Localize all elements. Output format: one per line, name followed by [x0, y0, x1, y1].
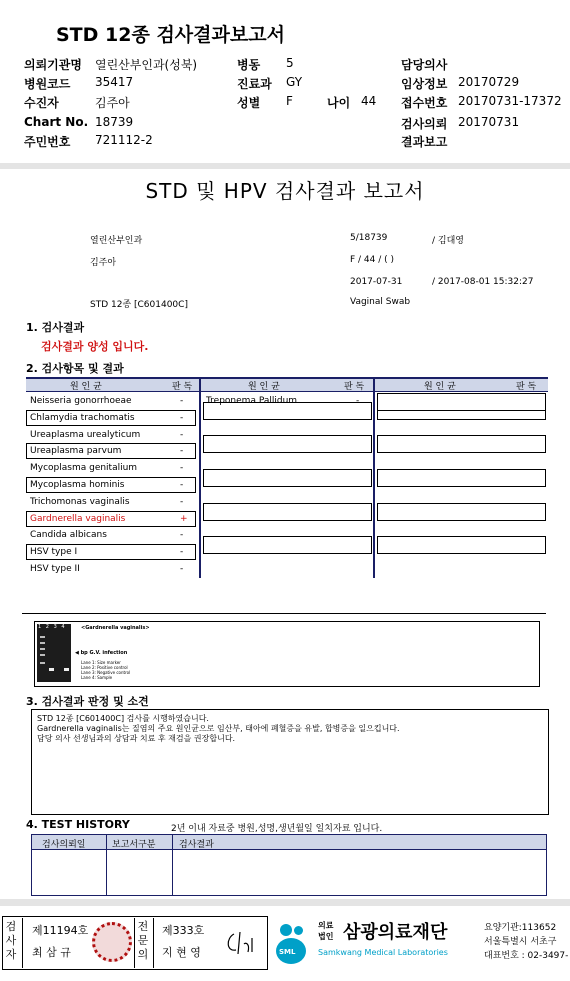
value-institution: 열린산부인과(성북)	[95, 58, 198, 72]
pathogen-name: Ureaplasma urealyticum	[30, 430, 141, 440]
org-english: Samkwang Medical Laboratories	[318, 948, 448, 957]
examiner-name: 최 삼 규	[32, 946, 71, 959]
report-date-collected: 2017-07-31	[350, 277, 403, 287]
pathogen-name: Candida albicans	[30, 530, 107, 540]
pathogen-name: Trichomonas vaginalis	[30, 497, 130, 507]
examiner-tag: 검사자	[5, 920, 17, 961]
label-age: 나이	[327, 96, 351, 110]
empty-result-box	[377, 435, 546, 453]
empty-result-box	[377, 393, 546, 411]
label-receipt-no: 접수번호	[401, 96, 448, 110]
col-pathogen-3: 원 인 균	[424, 382, 456, 392]
report-header	[0, 0, 570, 163]
opinion-box	[31, 709, 549, 815]
logo-text: SML	[279, 948, 296, 956]
label-department: 진료과	[237, 77, 272, 91]
column-divider	[373, 377, 375, 578]
value-resident-no: 721112-2	[95, 133, 153, 147]
org-type: 의료법인	[318, 921, 334, 941]
pathogen-name: HSV type II	[30, 564, 80, 574]
signature-icon	[222, 928, 262, 958]
pathogen-result: -	[180, 564, 184, 574]
gel-lane-labels: 1 2 3 4	[38, 624, 65, 630]
label-chart-no: Chart No.	[24, 115, 89, 129]
gel-title: <Gardnerella vaginalis>	[81, 625, 150, 631]
pathogen-name: Chlamydia trachomatis	[30, 413, 135, 423]
pathogen-name: Mycoplasma genitalium	[30, 463, 138, 473]
empty-result-box	[203, 503, 372, 521]
pathogen-name: Gardnerella vaginalis	[30, 514, 126, 524]
pathogen-result: -	[180, 396, 184, 406]
empty-result-box	[377, 536, 546, 554]
empty-result-box	[203, 536, 372, 554]
value-patient: 김주아	[95, 96, 130, 110]
label-hospital-code: 병원코드	[24, 77, 71, 91]
report-sex-age: F / 44 / ( )	[350, 255, 395, 265]
empty-result-box	[203, 469, 372, 487]
footer	[0, 906, 570, 981]
org-info-1: 요양기관:113652	[484, 923, 557, 933]
label-ward: 병동	[237, 58, 261, 72]
org-info-2: 서울특별시 서초구	[484, 937, 557, 947]
specialist-tag: 전문의	[137, 920, 149, 961]
col-pathogen-2: 원 인 균	[248, 382, 280, 392]
section3-title: 3. 검사결과 판정 및 소견	[26, 695, 149, 708]
gel-band-label: ◀ bp G.V. infection	[75, 650, 128, 656]
report-patient: 김주아	[90, 258, 117, 268]
history-col-date: 검사의뢰일	[42, 840, 86, 850]
opinion-line: STD 12종 [C601400C] 검사를 시행하였습니다.	[37, 714, 209, 723]
label-report-date: 결과보고	[401, 135, 448, 149]
seal-stamp-icon	[92, 922, 132, 962]
report-title: STD 및 HPV 검사결과 보고서	[145, 179, 425, 203]
pathogen-name: Treponema Pallidum	[206, 396, 298, 406]
pathogen-name: Mycoplasma hominis	[30, 480, 125, 490]
pathogen-result: -	[180, 430, 184, 440]
col-pathogen-1: 원 인 균	[70, 382, 102, 392]
section4-title: 4. TEST HISTORY	[26, 818, 130, 831]
pathogen-name: Neisseria gonorrhoeae	[30, 396, 132, 406]
empty-result-box	[377, 503, 546, 521]
pathogen-result: -	[356, 396, 360, 406]
opinion-line: Gardnerella vaginalis는 질염의 주요 원인균으로 임산부, 태아에 폐혈증을 유발, 합병증을 일으킵니다.	[37, 724, 400, 733]
value-chart-no: 18739	[95, 115, 134, 129]
gel-legend: Lane 1: Size marker Lane 2: Positive control Lane 3: Negative control Lane 4: Sample	[81, 660, 131, 680]
pathogen-table-header	[26, 377, 548, 392]
pathogen-result: -	[180, 497, 184, 507]
gel-image	[37, 624, 71, 682]
col-result-3: 판 독	[516, 382, 537, 392]
label-request-date: 검사의뢰	[401, 117, 448, 131]
sml-logo-icon	[270, 922, 314, 966]
gel-bands	[37, 624, 71, 682]
section4-note: 2년 이내 자료중 병원,성명,생년월일 일치자료 입니다.	[171, 824, 383, 834]
gel-electrophoresis-figure	[34, 621, 540, 687]
report-date-reported: / 2017-08-01 15:32:27	[432, 277, 534, 287]
label-resident-no: 주민번호	[24, 135, 71, 149]
value-request-date: 20170731	[458, 115, 520, 129]
pathogen-result: -	[180, 463, 184, 473]
empty-result-box	[377, 469, 546, 487]
report-specimen: Vaginal Swab	[350, 297, 411, 307]
divider	[22, 613, 546, 614]
value-department: GY	[286, 75, 303, 89]
value-receipt-no: 20170731-17372	[458, 94, 562, 108]
section2-title: 2. 검사항목 및 결과	[26, 362, 124, 375]
org-name: 삼광의료재단	[343, 922, 448, 943]
col-result-2: 판 독	[344, 382, 365, 392]
value-ward: 5	[286, 56, 294, 70]
label-patient: 수진자	[24, 96, 59, 110]
pathogen-result: -	[180, 547, 184, 557]
value-sex: F	[286, 94, 293, 108]
specialist-license: 제333호	[162, 924, 205, 937]
pathogen-result: -	[180, 413, 184, 423]
label-sex: 성별	[237, 96, 261, 110]
pathogen-result: -	[180, 446, 184, 456]
pathogen-result: -	[180, 530, 184, 540]
pathogen-result: -	[180, 480, 184, 490]
section1-title: 1. 검사결과	[26, 321, 85, 334]
report-chart: 5/18739	[350, 233, 388, 243]
history-col-result: 검사결과	[179, 840, 214, 850]
history-table	[31, 834, 547, 896]
label-clinical-info: 임상정보	[401, 77, 448, 91]
specialist-name: 지 현 영	[162, 946, 201, 959]
pathogen-name: HSV type I	[30, 547, 78, 557]
empty-result-box	[203, 435, 372, 453]
label-doctor: 담당의사	[401, 58, 448, 72]
column-divider	[199, 377, 201, 578]
examiner-license: 제11194호	[32, 924, 89, 937]
org-info-3: 대표번호 : 02-3497-	[484, 951, 569, 961]
value-clinical-info: 20170729	[458, 75, 520, 89]
pathogen-name: Ureaplasma parvum	[30, 446, 122, 456]
report-doctor: / 김대영	[432, 236, 464, 246]
col-result-1: 판 독	[172, 382, 193, 392]
pathogen-result: +	[180, 514, 188, 524]
value-hospital-code: 35417	[95, 75, 134, 89]
header-title: STD 12종 검사결과보고서	[56, 24, 285, 46]
value-age: 44	[361, 94, 377, 108]
history-col-type: 보고서구분	[112, 840, 156, 850]
opinion-line: 담당 의사 선생님과의 상담과 치료 후 재검을 권장합니다.	[37, 734, 236, 743]
section1-result: 검사결과 양성 입니다.	[41, 340, 149, 353]
report-test-name: STD 12종 [C601400C]	[90, 300, 188, 310]
label-institution: 의뢰기관명	[24, 58, 82, 72]
report-hospital: 열린산부인과	[90, 236, 143, 246]
